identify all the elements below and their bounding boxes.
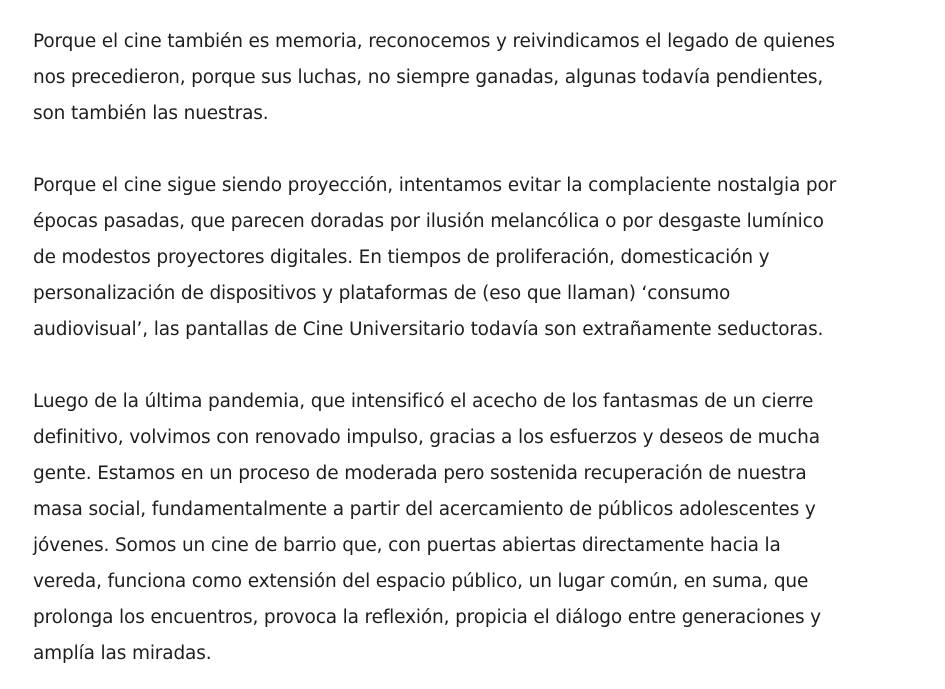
paragraph-line: de modestos proyectores digitales. En tiempos de proliferación, domesticación y (33, 247, 770, 268)
paragraph-proyeccion (33, 168, 923, 348)
paragraph-memoria (33, 24, 923, 132)
paragraph-line: épocas pasadas, que parecen doradas por ilusión melancólica o por desgaste lumínico (33, 211, 824, 232)
paragraph-line: masa social, fundamentalmente a partir del acercamiento de públicos adolescentes y (33, 499, 816, 520)
paragraph-line: audiovisual’, las pantallas de Cine Universitario todavía son extrañamente seductoras. (33, 319, 824, 340)
paragraph-line: vereda, funciona como extensión del espacio público, un lugar común, en suma, que (33, 571, 809, 592)
article-body (33, 24, 923, 672)
paragraph-line: prolonga los encuentros, provoca la reflexión, propicia el diálogo entre generaciones y (33, 607, 821, 628)
paragraph-line: Porque el cine sigue siendo proyección, intentamos evitar la complaciente nostalgia por (33, 175, 837, 196)
paragraph-pandemia (33, 384, 923, 672)
paragraph-line: amplía las miradas. (33, 643, 212, 664)
paragraph-line: personalización de dispositivos y plataformas de (eso que llaman) ‘consumo (33, 283, 731, 304)
paragraph-line: definitivo, volvimos con renovado impulso, gracias a los esfuerzos y deseos de mucha (33, 427, 820, 448)
paragraph-line: Porque el cine también es memoria, reconocemos y reivindicamos el legado de quienes (33, 31, 835, 52)
paragraph-line: Luego de la última pandemia, que intensificó el acecho de los fantasmas de un cierre (33, 391, 814, 412)
paragraph-line: son también las nuestras. (33, 103, 269, 124)
paragraph-line: nos precedieron, porque sus luchas, no siempre ganadas, algunas todavía pendientes, (33, 67, 824, 88)
paragraph-line: gente. Estamos en un proceso de moderada pero sostenida recuperación de nuestra (33, 463, 807, 484)
paragraph-line: jóvenes. Somos un cine de barrio que, con puertas abiertas directamente hacia la (33, 535, 781, 556)
